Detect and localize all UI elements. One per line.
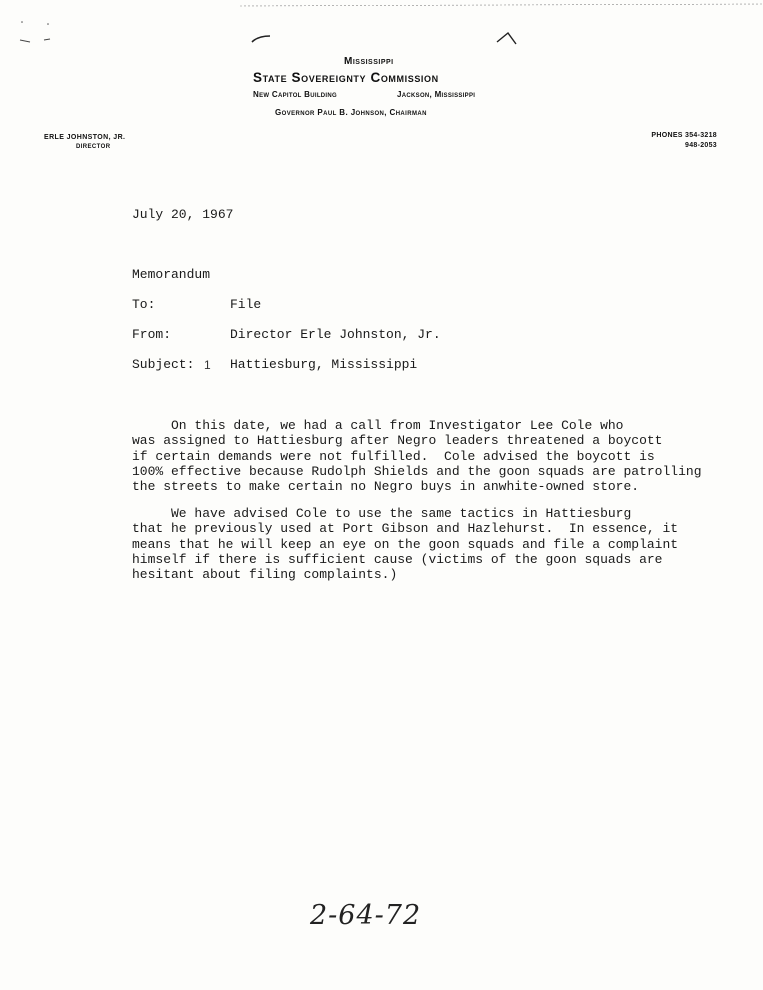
memo-heading: Memorandum [132, 267, 211, 282]
subject-label: Subject: [132, 357, 195, 372]
paragraph-line: We have advised Cole to use the same tactics in Hattiesburg [132, 506, 632, 521]
director-name: ERLE JOHNSTON, JR. [44, 134, 126, 141]
handwritten-file-number: 2-64-72 [310, 900, 422, 931]
paragraph-line: himself if there is sufficient cause (victims of the goon squads are [132, 551, 663, 567]
letterhead-commission: State Sovereignty Commission [253, 70, 439, 85]
director-title: DIRECTOR [76, 144, 111, 150]
paragraph-line: On this date, we had a call from Investigator Lee Cole who [132, 418, 624, 433]
paragraph-line: was assigned to Hattiesburg after Negro leaders threatened a boycott [132, 433, 663, 449]
memo-date: July 20, 1967 [132, 207, 234, 222]
phone-line-1: PHONES 354-3218 [651, 132, 717, 139]
paragraph-line: that he previously used at Port Gibson and Hazlehurst. In essence, it [132, 521, 679, 537]
to-value: File [230, 297, 262, 312]
subject-value: Hattiesburg, Mississippi [230, 357, 418, 372]
letterhead-building: New Capitol Building [253, 90, 337, 99]
from-value: Director Erle Johnston, Jr. [230, 327, 441, 342]
letterhead-state: Mississippi [344, 56, 394, 67]
to-label: To: [132, 297, 156, 312]
paragraph-line: if certain demands were not fulfilled. Cole advised the boycott is [132, 448, 655, 464]
paragraph-line: 100% effective because Rudolph Shields and the goon squads are patrolling [132, 463, 702, 479]
paragraph-2 [132, 506, 732, 582]
paragraph-1 [132, 418, 732, 494]
letterhead-governor: Governor Paul B. Johnson, Chairman [275, 108, 427, 117]
paragraph-line: the streets to make certain no Negro buys in anwhite-owned store. [132, 479, 640, 495]
letterhead-city: Jackson, Mississippi [397, 90, 476, 99]
paragraph-line: means that he will keep an eye on the goon squads and file a complaint [132, 536, 679, 552]
from-label: From: [132, 327, 172, 342]
paragraph-line: hesitant about filing complaints.) [132, 567, 398, 583]
phone-line-2: 948-2053 [685, 142, 717, 149]
subject-mark: 1 [204, 358, 211, 372]
